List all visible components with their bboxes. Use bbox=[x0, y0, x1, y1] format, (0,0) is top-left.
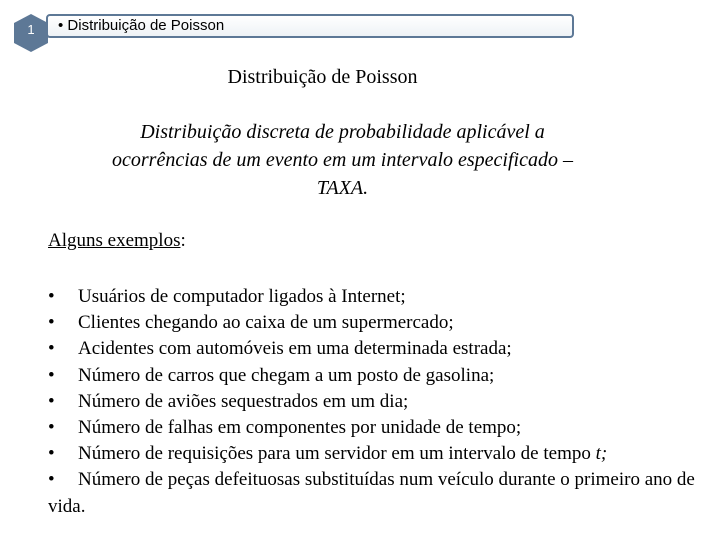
list-item bbox=[48, 363, 708, 389]
list-item-text: Número de requisições para um servidor em um intervalo de tempo bbox=[78, 443, 596, 465]
list-item bbox=[48, 441, 708, 467]
bullet: • bbox=[48, 417, 55, 439]
list-item-text: Número de peças defeituosas substituídas num veículo durante o primeiro ano de vida. bbox=[48, 469, 695, 517]
bullet: • bbox=[48, 364, 55, 386]
list-item bbox=[48, 310, 708, 336]
bullet: • bbox=[48, 390, 55, 412]
list-item bbox=[48, 284, 708, 310]
bullet: • bbox=[48, 286, 55, 307]
bullet: • bbox=[48, 443, 55, 465]
list-item bbox=[48, 467, 708, 519]
examples-heading-colon: : bbox=[180, 230, 186, 251]
page-title: Distribuição de Poisson bbox=[227, 66, 418, 88]
slide-header: • Distribuição de Poisson bbox=[46, 14, 574, 38]
list-item-text: Número de aviões sequestrados em um dia; bbox=[78, 390, 409, 412]
definition-text: Distribuição discreta de probabilidade aplicável a ocorrências de um evento em um intervalo especificado – TAXA. bbox=[112, 121, 573, 199]
list-item-text: Acidentes com automóveis em uma determinada estrada; bbox=[78, 338, 512, 360]
list-item bbox=[48, 336, 708, 362]
examples-heading-label: Alguns exemplos bbox=[48, 230, 181, 251]
list-item-text: Clientes chegando ao caixa de um supermercado; bbox=[78, 312, 454, 334]
list-item-text: Número de carros que chegam a um posto de gasolina; bbox=[78, 364, 495, 386]
bullet: • bbox=[48, 312, 55, 334]
bullet: • bbox=[48, 338, 55, 360]
list-item-text: Número de falhas em componentes por unidade de tempo; bbox=[78, 417, 522, 439]
slide-number: 1 bbox=[27, 22, 35, 37]
list-item-text: Usuários de computador ligados à Internet; bbox=[78, 286, 406, 307]
list-item bbox=[48, 389, 708, 415]
bullet: • bbox=[48, 469, 55, 491]
examples-list bbox=[48, 284, 708, 520]
list-item bbox=[48, 415, 708, 441]
list-item-italic-variable: t; bbox=[595, 443, 608, 465]
examples-heading bbox=[48, 230, 186, 252]
